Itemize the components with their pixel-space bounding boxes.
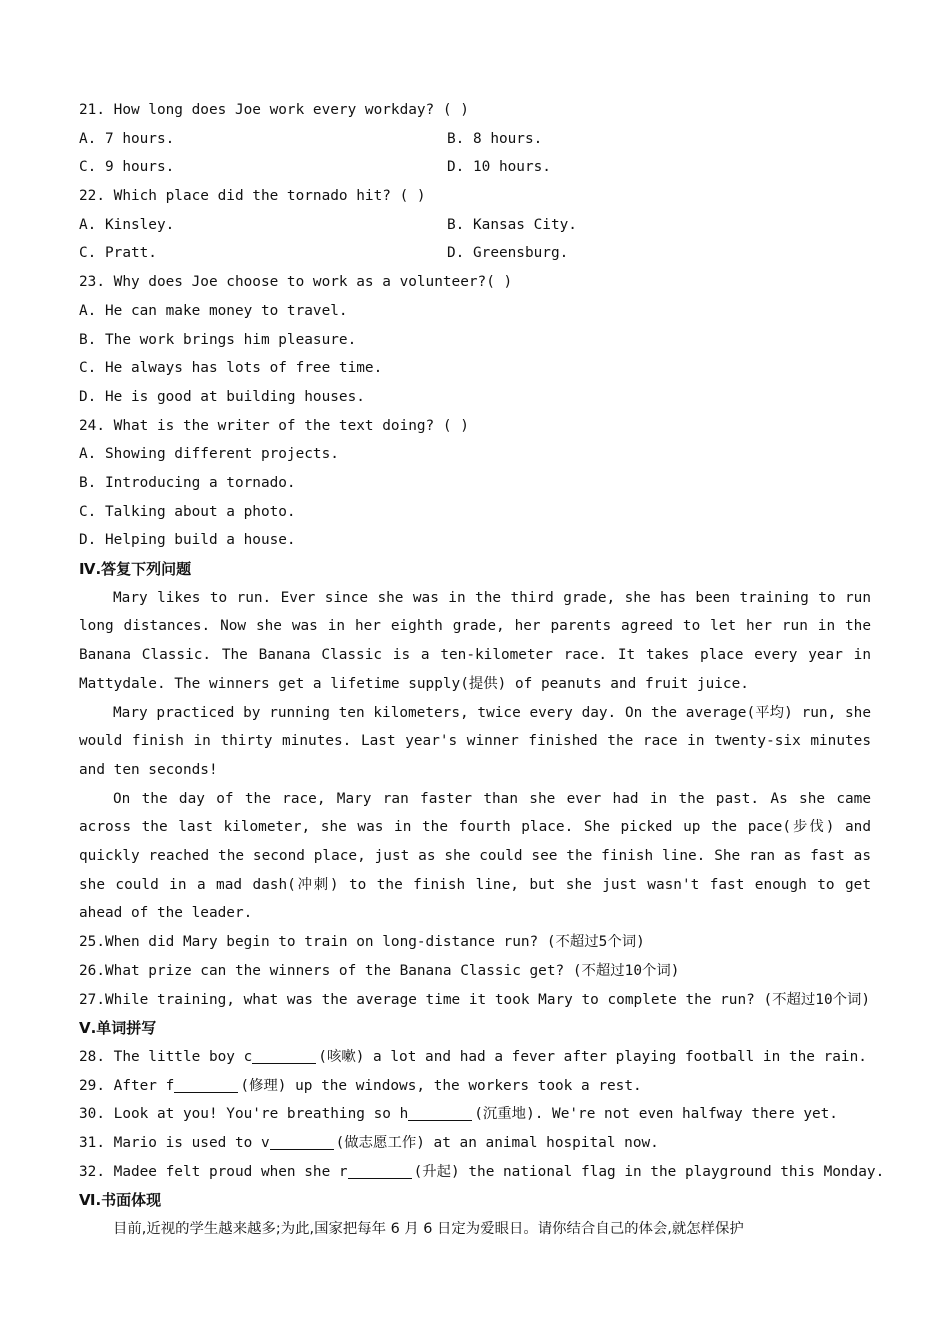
option-d: D. He is good at building houses. xyxy=(79,388,365,405)
item-suffix: (做志愿工作) at an animal hospital now. xyxy=(335,1134,659,1151)
question-25: 25.When did Mary begin to train on long-distance run? (不超过5个词) xyxy=(79,934,645,951)
item-prefix: 29. After f xyxy=(79,1077,175,1094)
question-21 xyxy=(79,96,871,182)
option-c: C. Pratt. xyxy=(79,245,157,262)
option-a: A. Showing different projects. xyxy=(79,446,339,463)
option-b: B. Introducing a tornado. xyxy=(79,474,296,491)
answer-blank[interactable] xyxy=(252,1047,316,1064)
item-prefix: 28. The little boy c xyxy=(79,1048,253,1065)
question-stem: 23. Why does Joe choose to work as a volunteer?( ) xyxy=(79,274,513,291)
option-d: D. 10 hours. xyxy=(447,159,551,176)
item-suffix: (沉重地). We're not even halfway there yet. xyxy=(474,1106,838,1123)
worksheet-page xyxy=(79,96,885,1244)
question-23 xyxy=(79,268,871,411)
spelling-item-32 xyxy=(79,1158,885,1187)
option-b: B. 8 hours. xyxy=(447,130,543,147)
spelling-item-28 xyxy=(79,1043,871,1072)
item-prefix: 32. Madee felt proud when she r xyxy=(79,1163,348,1180)
reading-paragraph-2: Mary practiced by running ten kilometers, twice every day. On the average(平均) run, she would finish in thirty minutes. Last year's winner finished the race in twenty-six minutes and ten seconds! xyxy=(79,704,871,778)
item-prefix: 30. Look at you! You're breathing so h xyxy=(79,1106,409,1123)
question-26: 26.What prize can the winners of the Banana Classic get? (不超过10个词) xyxy=(79,962,680,979)
option-b: B. The work brings him pleasure. xyxy=(79,331,357,348)
option-d: D. Greensburg. xyxy=(447,245,569,262)
question-stem: 24. What is the writer of the text doing? ( ) xyxy=(79,417,469,434)
question-stem: 21. How long does Joe work every workday? ( ) xyxy=(79,102,469,118)
item-suffix: (咳嗽) a lot and had a fever after playing football in the rain. xyxy=(318,1048,867,1065)
option-d: D. Helping build a house. xyxy=(79,532,296,549)
section-6-heading: Ⅵ.书面体现 xyxy=(79,1191,162,1210)
section-5-heading: Ⅴ.单词拼写 xyxy=(79,1019,157,1038)
spelling-item-29 xyxy=(79,1072,871,1101)
spelling-item-31 xyxy=(79,1129,871,1158)
question-stem: 22. Which place did the tornado hit? ( ) xyxy=(79,188,426,205)
item-prefix: 31. Mario is used to v xyxy=(79,1134,270,1151)
option-c: C. Talking about a photo. xyxy=(79,503,296,520)
writing-prompt: 目前,近视的学生越来越多;为此,国家把每年 6 月 6 日定为爱眼日。请你结合自己的体会,就怎样保护 xyxy=(113,1221,744,1237)
reading-paragraph-1: Mary likes to run. Ever since she was in the third grade, she has been training to run long distances. Now she was in her eighth grade, her parents agreed to let her run in the Banana Classic. The Banana Classic is a ten-kilometer race. It takes place every year in Mattydale. The winners get a lifetime supply(提供) of peanuts and fruit juice. xyxy=(79,589,871,692)
spelling-item-30 xyxy=(79,1100,871,1129)
item-suffix: (修理) up the windows, the workers took a rest. xyxy=(240,1077,642,1094)
option-c: C. He always has lots of free time. xyxy=(79,360,383,377)
option-c: C. 9 hours. xyxy=(79,159,175,176)
option-a: A. He can make money to travel. xyxy=(79,302,348,319)
answer-blank[interactable] xyxy=(408,1104,472,1121)
item-suffix: (升起) the national flag in the playground this Monday. xyxy=(413,1163,885,1180)
question-24 xyxy=(79,412,871,555)
option-a: A. 7 hours. xyxy=(79,130,175,147)
question-22 xyxy=(79,182,871,268)
section-4-heading: Ⅳ.答复下列问题 xyxy=(79,560,192,578)
reading-paragraph-3: On the day of the race, Mary ran faster than she ever had in the past. As she came across the last kilometer, she was in the fourth place. She picked up the pace(步伐) and quickly reached the second place, just as she could see the finish line. She ran as fast as she could in a mad dash(冲刺) to the finish line, but she just wasn't fast enough to get ahead of the leader. xyxy=(79,790,871,922)
answer-blank[interactable] xyxy=(348,1162,412,1179)
option-b: B. Kansas City. xyxy=(447,216,577,233)
answer-blank[interactable] xyxy=(174,1076,238,1093)
question-27: 27.While training, what was the average time it took Mary to complete the run? (不超过10个词) xyxy=(79,991,871,1008)
answer-blank[interactable] xyxy=(270,1133,334,1150)
option-a: A. Kinsley. xyxy=(79,216,175,233)
